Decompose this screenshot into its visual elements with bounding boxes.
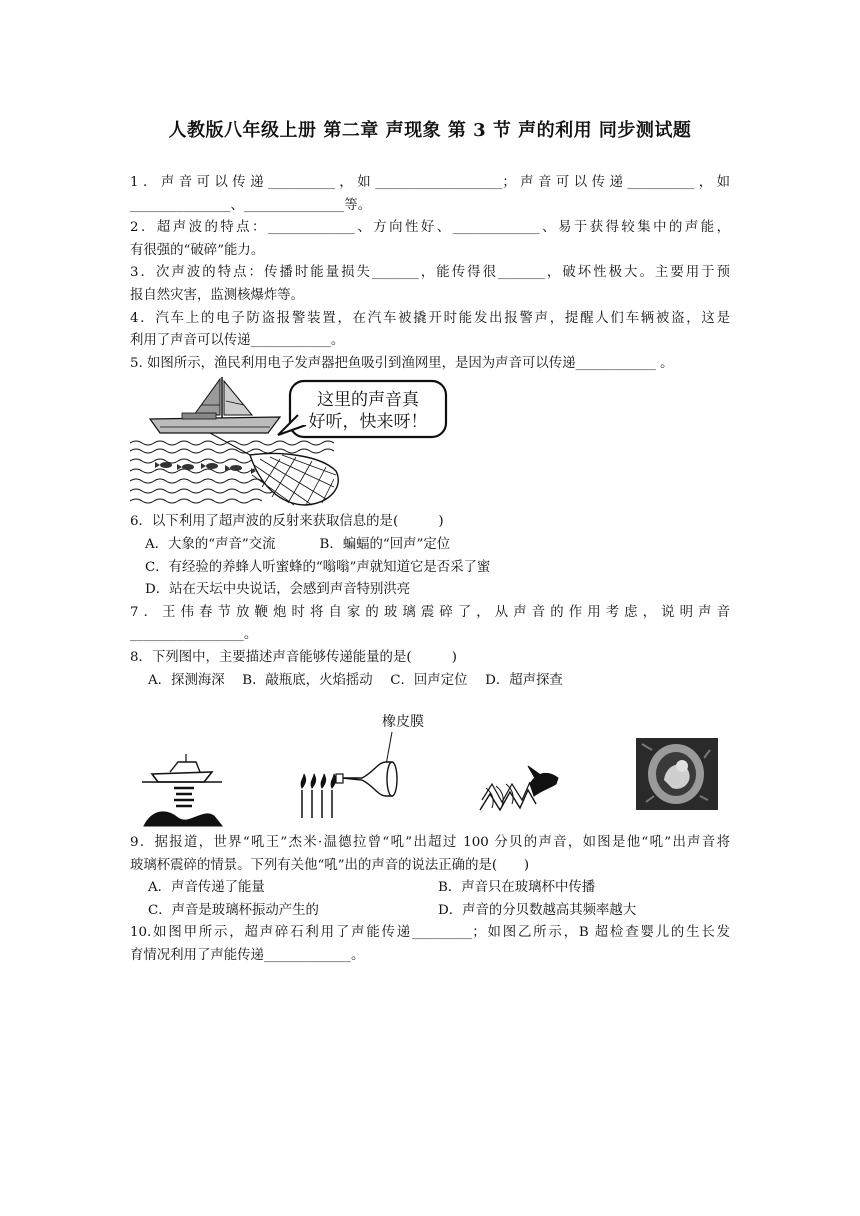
q4-line-1: 4．汽车上的电子防盗报警装置，在汽车被撬开时能发出报警声，提醒人们车辆被盗，这是 — [130, 310, 730, 326]
q5-line-1: 5. 如图所示，渔民利用电子发声器把鱼吸引到渔网里，是因为声音可以传递____________ 。 — [130, 355, 674, 371]
q6-stem: 6．以下利用了超声波的反射来获取信息的是( ) — [130, 514, 444, 530]
q2-line-2: 有很强的“破碎”能力。 — [130, 242, 265, 258]
question-8 — [130, 647, 730, 832]
q10-line-2: 育情况利用了声能传递_____________。 — [130, 948, 365, 964]
q6-options-ab — [130, 534, 730, 557]
question-9 — [130, 832, 730, 922]
q9-option-c: C．声音是玻璃杯振动产生的 — [148, 902, 319, 918]
q6-option-c: C．有经验的养蜂人听蜜蜂的“嗡嗡”声就知道它是否采了蜜 — [145, 559, 491, 575]
fishing-boat-net-illustration — [130, 375, 730, 511]
question-4 — [130, 308, 730, 353]
q8-stem: 8．下列图中，主要描述声音能够传递能量的是( ) — [130, 649, 457, 665]
q1-line-1: 1．声音可以传递__________，如___________________；声音可以传递__________，如 — [130, 175, 730, 190]
q10-line-1: 10.如图甲所示，超声碎石利用了声能传递_________；如图乙所示，B 超检查婴儿的生长发 — [130, 925, 730, 941]
speech-bubble — [278, 381, 446, 437]
q3-line-1: 3．次声波的特点：传播时能量损失_______，能传得很_______，破坏性极大。主要用于预 — [130, 265, 730, 281]
q4-line-2: 利用了声音可以传递____________。 — [130, 333, 345, 349]
q6-option-d: D．站在天坛中央说话，会感到声音特别洪亮 — [145, 582, 411, 598]
question-5 — [130, 353, 730, 512]
question-1 — [130, 172, 730, 217]
fishing-figure — [130, 375, 730, 511]
membrane-label: 橡皮膜 — [382, 714, 424, 731]
sonar-ship-icon — [142, 754, 222, 826]
question-3 — [130, 262, 730, 307]
q6-option-b: B．蝙蝠的“回声”定位 — [319, 536, 451, 552]
q2-line-1: 2．超声波的特点：_____________、方向性好、_____________、易于获得较集中的声能， — [130, 220, 730, 236]
question-2 — [130, 217, 730, 262]
bat-echolocation-icon — [480, 766, 558, 810]
q7-line-1: 7．王伟春节放鞭炮时将自家的玻璃震碎了，从声音的作用考虑，说明声音 — [130, 604, 730, 620]
q6-option-a: A．大象的“声音”交流 — [145, 536, 276, 552]
q7-line-2: _________________。 — [130, 627, 258, 643]
q9-option-b: B．声音只在玻璃杯中传播 — [438, 880, 596, 896]
q8-figures — [130, 692, 730, 832]
q9-options-cd — [130, 900, 730, 923]
bubble-text-line-1: 这里的声音真 — [317, 390, 419, 411]
q1-line-2: _______________、_______________等。 — [130, 197, 372, 213]
q9-line-2: 玻璃杯震碎的情景。下列有关他“吼”出的声音的说法正确的是( ) — [130, 857, 530, 873]
q8-options: A．探测海深 B．敲瓶底，火焰摇动 C．回声定位 D．超声探查 — [148, 672, 563, 688]
q9-line-1: 9．据报道，世界“吼王”杰米·温德拉曾“吼”出超过 100 分贝的声音，如图是他“吼”出声音将 — [130, 835, 730, 851]
page-title: 人教版八年级上册 第二章 声现象 第 3 节 声的利用 同步测试题 — [168, 120, 692, 141]
q9-option-a: A．声音传递了能量 — [148, 880, 265, 896]
question-10 — [130, 922, 730, 967]
question-body — [130, 172, 730, 968]
q3-line-2: 报自然灾害，监测核爆炸等。 — [130, 287, 305, 303]
q8-figure-row — [130, 692, 730, 832]
candle-bottle-icon — [301, 713, 424, 818]
question-6 — [130, 511, 730, 601]
ultrasound-image-icon — [636, 738, 718, 810]
q9-options-ab — [130, 877, 730, 900]
sailboat-icon — [150, 377, 280, 433]
bubble-text-line-2: 好听，快来呀！ — [308, 412, 428, 433]
question-7 — [130, 602, 730, 647]
q9-option-d: D．声音的分贝数越高其频率越大 — [438, 902, 637, 918]
fish-icons — [155, 462, 268, 474]
